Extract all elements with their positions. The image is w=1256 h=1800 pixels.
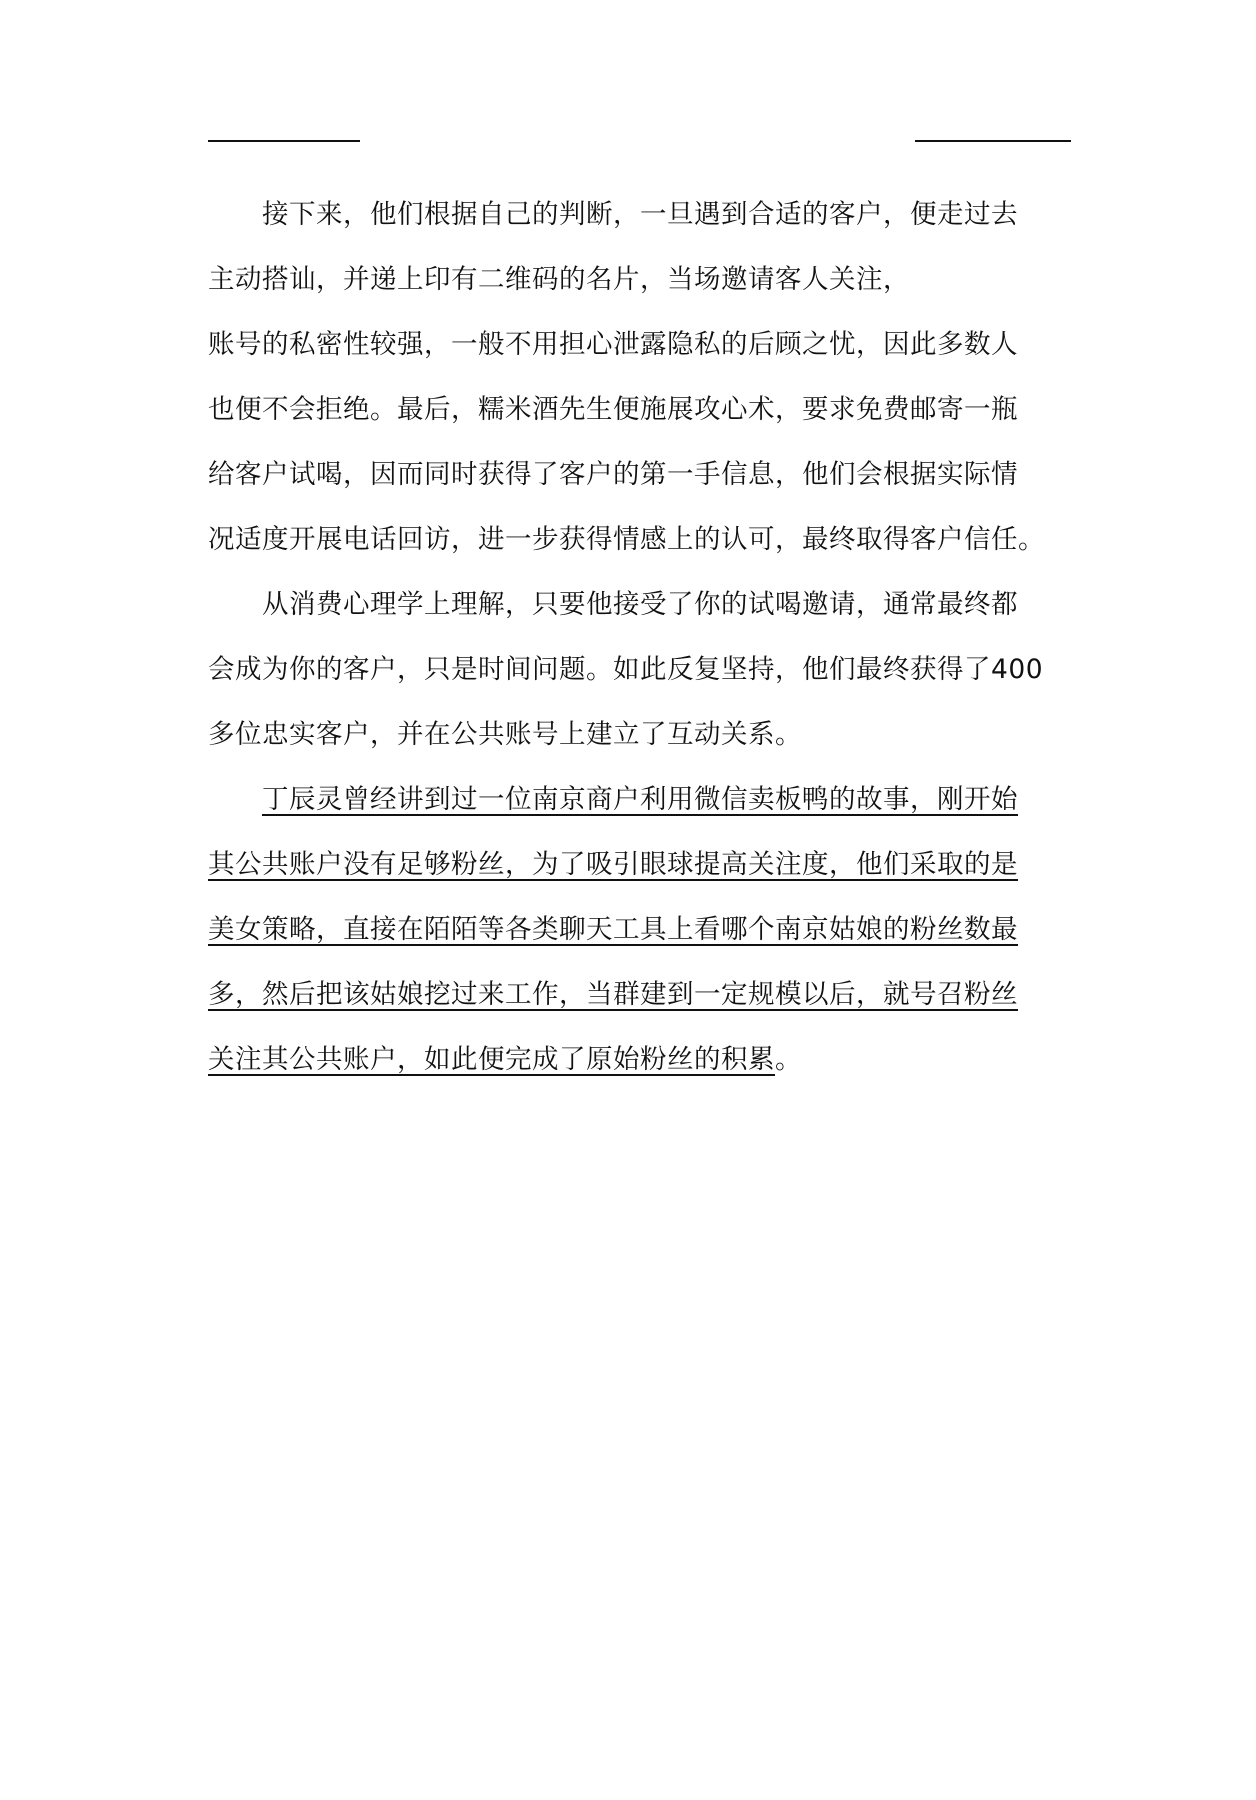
underlined-text-line: 其公共账户没有足够粉丝，为了吸引眼球提高关注度，他们采取的是: [208, 849, 1018, 880]
underlined-text-line: 关注其公共账户，如此便完成了原始粉丝的积累: [208, 1044, 775, 1075]
text-line: 况适度开展电话回访，进一步获得情感上的认可，最终取得客户信任。: [208, 524, 1045, 555]
paragraph-1: [208, 182, 1078, 572]
closing-period: 。: [775, 1044, 802, 1075]
text-line: 主动搭讪，并递上印有二维码的名片，当场邀请客人关注，: [208, 264, 910, 295]
text-line: 从消费心理学上理解，只要他接受了你的试喝邀请，通常最终都: [262, 589, 1018, 620]
paragraph-2: [208, 572, 1078, 767]
header-rule-right: [915, 140, 1071, 142]
text-line: 账号的私密性较强，一般不用担心泄露隐私的后顾之忧，因此多数人: [208, 329, 1018, 360]
underlined-text-line: 多，然后把该姑娘挖过来工作，当群建到一定规模以后，就号召粉丝: [208, 979, 1018, 1010]
text-line: 接下来，他们根据自己的判断，一旦遇到合适的客户，便走过去: [262, 199, 1018, 230]
underlined-text-line: 美女策略，直接在陌陌等各类聊天工具上看哪个南京姑娘的粉丝数最: [208, 914, 1018, 945]
underlined-text-line: 丁辰灵曾经讲到过一位南京商户利用微信卖板鸭的故事，刚开始: [262, 784, 1018, 815]
document-body: [208, 182, 1078, 1092]
text-line: 给客户试喝，因而同时获得了客户的第一手信息，他们会根据实际情: [208, 459, 1018, 490]
text-line: 多位忠实客户，并在公共账号上建立了互动关系。: [208, 719, 802, 750]
text-line: 会成为你的客户，只是时间问题。如此反复坚持，他们最终获得了400: [208, 654, 1044, 685]
header-rule-left: [208, 140, 360, 142]
paragraph-3-underlined: [208, 767, 1078, 1092]
text-line: 也便不会拒绝。最后，糯米酒先生便施展攻心术，要求免费邮寄一瓶: [208, 394, 1018, 425]
